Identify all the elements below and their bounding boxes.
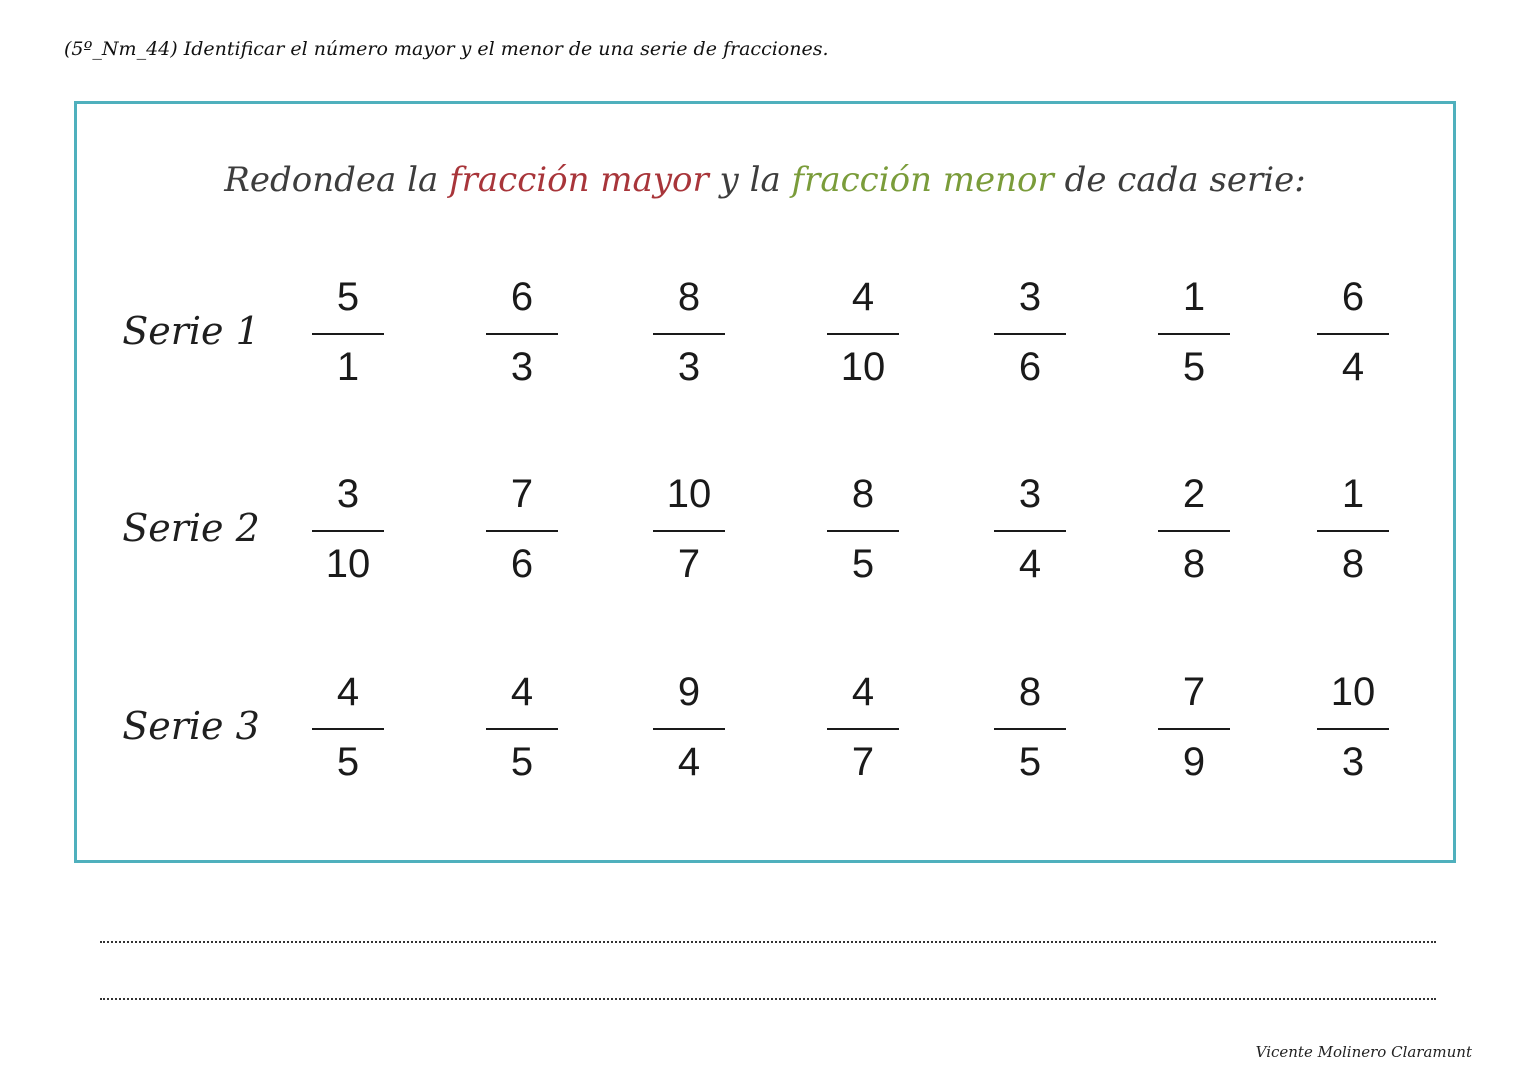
fraction-bar bbox=[994, 728, 1066, 730]
fraction-serie-3-item-6[interactable] bbox=[1154, 668, 1234, 788]
author-signature: Vicente Molinero Claramunt bbox=[1255, 1043, 1472, 1061]
fraction-denominator: 4 bbox=[1018, 542, 1042, 586]
fraction-numerator: 7 bbox=[1182, 670, 1206, 714]
fraction-denominator: 10 bbox=[840, 345, 886, 389]
fraction-denominator: 7 bbox=[851, 740, 875, 784]
fraction-bar bbox=[1317, 530, 1389, 532]
fraction-bar bbox=[312, 530, 384, 532]
instruction-fraccion-menor: fracción menor bbox=[791, 160, 1054, 200]
instruction-text bbox=[77, 160, 1453, 200]
fraction-serie-3-item-3[interactable] bbox=[649, 668, 729, 788]
fraction-denominator: 3 bbox=[677, 345, 701, 389]
fraction-numerator: 7 bbox=[510, 472, 534, 516]
fraction-bar bbox=[994, 333, 1066, 335]
fraction-denominator: 4 bbox=[1341, 345, 1365, 389]
answer-line-2[interactable] bbox=[100, 998, 1436, 1000]
worksheet-header: (5º_Nm_44) Identificar el número mayor y el menor de una serie de fracciones. bbox=[64, 38, 829, 60]
instruction-fraccion-mayor: fracción mayor bbox=[449, 160, 709, 200]
fraction-serie-2-item-7[interactable] bbox=[1313, 470, 1393, 590]
fraction-denominator: 5 bbox=[851, 542, 875, 586]
instruction-part-1: Redondea la bbox=[224, 160, 450, 200]
fraction-numerator: 2 bbox=[1182, 472, 1206, 516]
fraction-bar bbox=[1158, 333, 1230, 335]
fraction-denominator: 5 bbox=[510, 740, 534, 784]
fraction-bar bbox=[653, 728, 725, 730]
fraction-numerator: 6 bbox=[510, 275, 534, 319]
fraction-bar bbox=[827, 728, 899, 730]
instruction-part-3: y la bbox=[708, 160, 792, 200]
fraction-numerator: 3 bbox=[1018, 275, 1042, 319]
fraction-numerator: 4 bbox=[510, 670, 534, 714]
fraction-denominator: 3 bbox=[1341, 740, 1365, 784]
fraction-numerator: 3 bbox=[1018, 472, 1042, 516]
fraction-bar bbox=[312, 333, 384, 335]
serie-label-3: Serie 3 bbox=[122, 704, 260, 748]
fraction-bar bbox=[1158, 728, 1230, 730]
fraction-denominator: 6 bbox=[510, 542, 534, 586]
instruction-part-5: de cada serie: bbox=[1053, 160, 1306, 200]
fraction-serie-2-item-1[interactable] bbox=[308, 470, 388, 590]
fraction-bar bbox=[653, 530, 725, 532]
fraction-denominator: 5 bbox=[1182, 345, 1206, 389]
fraction-denominator: 7 bbox=[677, 542, 701, 586]
fraction-serie-2-item-5[interactable] bbox=[990, 470, 1070, 590]
fraction-denominator: 5 bbox=[1018, 740, 1042, 784]
fraction-serie-1-item-3[interactable] bbox=[649, 273, 729, 393]
fraction-bar bbox=[653, 333, 725, 335]
fraction-denominator: 3 bbox=[510, 345, 534, 389]
fraction-serie-3-item-5[interactable] bbox=[990, 668, 1070, 788]
fraction-bar bbox=[1158, 530, 1230, 532]
fraction-numerator: 4 bbox=[851, 275, 875, 319]
fraction-numerator: 10 bbox=[1330, 670, 1376, 714]
fraction-bar bbox=[486, 728, 558, 730]
fraction-denominator: 9 bbox=[1182, 740, 1206, 784]
fraction-numerator: 8 bbox=[851, 472, 875, 516]
fraction-denominator: 1 bbox=[336, 345, 360, 389]
fraction-numerator: 1 bbox=[1182, 275, 1206, 319]
fraction-bar bbox=[312, 728, 384, 730]
answer-line-1[interactable] bbox=[100, 941, 1436, 943]
fraction-serie-1-item-7[interactable] bbox=[1313, 273, 1393, 393]
fraction-bar bbox=[994, 530, 1066, 532]
fraction-numerator: 4 bbox=[336, 670, 360, 714]
fraction-numerator: 3 bbox=[336, 472, 360, 516]
fraction-numerator: 9 bbox=[677, 670, 701, 714]
fraction-serie-2-item-6[interactable] bbox=[1154, 470, 1234, 590]
fraction-denominator: 5 bbox=[336, 740, 360, 784]
fraction-numerator: 1 bbox=[1341, 472, 1365, 516]
fraction-denominator: 4 bbox=[677, 740, 701, 784]
fraction-bar bbox=[827, 530, 899, 532]
fraction-serie-1-item-2[interactable] bbox=[482, 273, 562, 393]
fraction-serie-1-item-5[interactable] bbox=[990, 273, 1070, 393]
fraction-numerator: 8 bbox=[677, 275, 701, 319]
fraction-numerator: 8 bbox=[1018, 670, 1042, 714]
fraction-denominator: 8 bbox=[1341, 542, 1365, 586]
serie-label-2: Serie 2 bbox=[122, 506, 260, 550]
fraction-serie-3-item-4[interactable] bbox=[823, 668, 903, 788]
fraction-serie-2-item-4[interactable] bbox=[823, 470, 903, 590]
fraction-serie-2-item-2[interactable] bbox=[482, 470, 562, 590]
fraction-numerator: 6 bbox=[1341, 275, 1365, 319]
serie-label-1: Serie 1 bbox=[122, 309, 260, 353]
fraction-serie-3-item-7[interactable] bbox=[1313, 668, 1393, 788]
fraction-bar bbox=[1317, 333, 1389, 335]
fraction-denominator: 8 bbox=[1182, 542, 1206, 586]
fraction-serie-3-item-1[interactable] bbox=[308, 668, 388, 788]
fraction-serie-1-item-4[interactable] bbox=[823, 273, 903, 393]
fraction-serie-1-item-1[interactable] bbox=[308, 273, 388, 393]
fraction-bar bbox=[486, 333, 558, 335]
fraction-serie-2-item-3[interactable] bbox=[649, 470, 729, 590]
fraction-bar bbox=[486, 530, 558, 532]
fraction-numerator: 10 bbox=[666, 472, 712, 516]
exercise-frame bbox=[74, 101, 1456, 863]
fraction-serie-1-item-6[interactable] bbox=[1154, 273, 1234, 393]
fraction-denominator: 10 bbox=[325, 542, 371, 586]
fraction-denominator: 6 bbox=[1018, 345, 1042, 389]
fraction-numerator: 4 bbox=[851, 670, 875, 714]
fraction-bar bbox=[827, 333, 899, 335]
fraction-bar bbox=[1317, 728, 1389, 730]
fraction-serie-3-item-2[interactable] bbox=[482, 668, 562, 788]
fraction-numerator: 5 bbox=[336, 275, 360, 319]
